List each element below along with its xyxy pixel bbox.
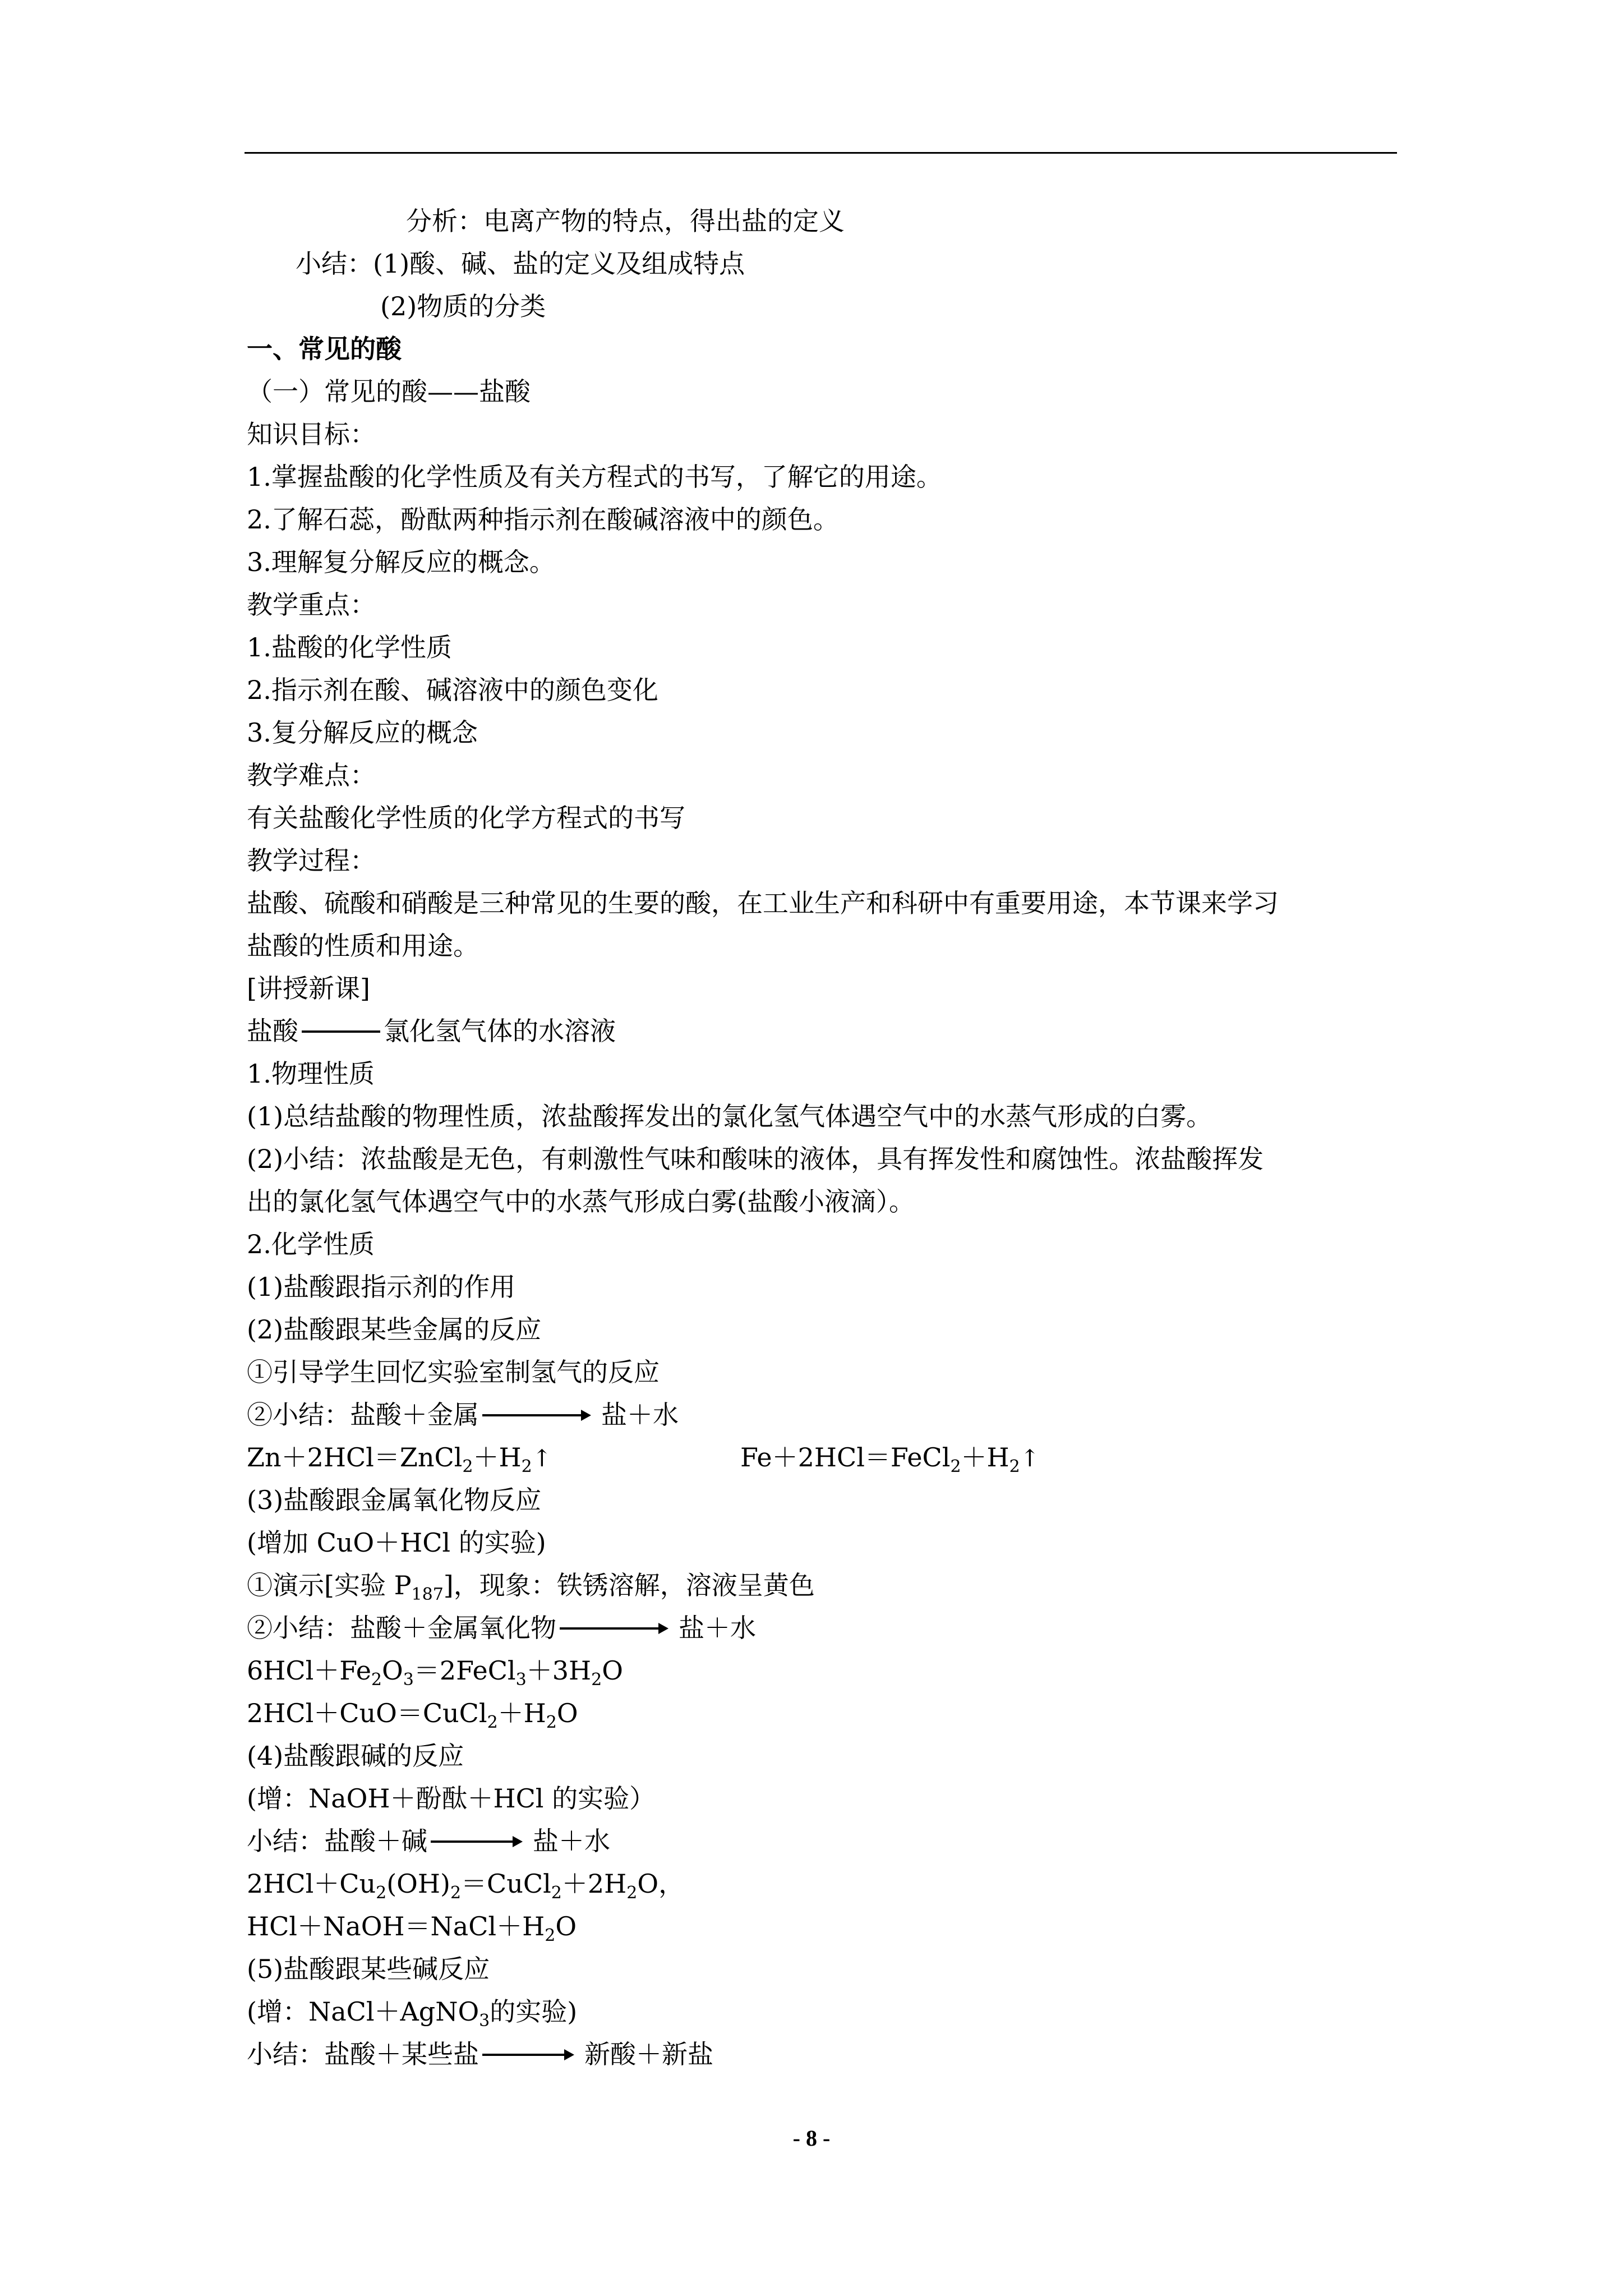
text-line: 3.复分解反应的概念 xyxy=(247,717,478,748)
arrow-icon xyxy=(482,2054,566,2056)
text-line: (2)小结：浓盐酸是无色，有刺激性气味和酸味的液体，具有挥发性和腐蚀性。浓盐酸挥发 xyxy=(247,1144,1264,1174)
text-line: 有关盐酸化学性质的化学方程式的书写 xyxy=(247,803,685,833)
dash-line xyxy=(302,1030,380,1033)
summary-base: 小结：盐酸＋碱 盐＋水 xyxy=(247,1826,610,1856)
summary-salt: 小结：盐酸＋某些盐 新酸＋新盐 xyxy=(247,2039,713,2069)
definition-line xyxy=(247,1014,616,1048)
text-line: [讲授新课] xyxy=(247,973,370,1004)
page-number: - 8 - xyxy=(792,2125,831,2151)
text-line: (2)盐酸跟某些金属的反应 xyxy=(247,1314,542,1345)
text-line: ①引导学生回忆实验室制氢气的反应 xyxy=(247,1357,660,1387)
equation-line xyxy=(247,1441,1040,1476)
equation-cuo: $2HCl+CuO=CuCl_2+H_2O$ xyxy=(247,1698,578,1732)
equation-fe: $Fe+2HCl=FeCl_2+H_2↑$ xyxy=(740,1442,1040,1476)
text-line: (3)盐酸跟金属氧化物反应 xyxy=(247,1485,542,1515)
equation-zn: $Zn+2HCl=ZnCl_2+H_2↑$ xyxy=(247,1442,552,1476)
text-line: 教学过程： xyxy=(247,845,376,876)
text-line: 教学重点： xyxy=(247,590,376,620)
text-line: (4)盐酸跟碱的反应 xyxy=(247,1741,464,1771)
summary-metal: ②小结：盐酸＋金属 盐＋水 xyxy=(247,1400,679,1430)
text-line: 2.了解石蕊，酚酞两种指示剂在酸碱溶液中的颜色。 xyxy=(247,504,839,535)
section-heading: 一、常见的酸 xyxy=(247,334,402,364)
salt-experiment-line: (增：NaCl＋AgNO$_3$的实验) xyxy=(247,1996,578,2031)
arrow-icon xyxy=(560,1627,661,1630)
text-line: 1.物理性质 xyxy=(247,1059,375,1089)
demo-line: ①演示[实验 $P_{187}$]，现象：铁锈溶解，溶液呈黄色 xyxy=(247,1570,815,1604)
text-line: 分析：电离产物的特点，得出盐的定义 xyxy=(406,206,845,236)
text-line: 教学难点： xyxy=(247,760,376,790)
text-line: 3.理解复分解反应的概念。 xyxy=(247,547,555,577)
subsection-heading: （一）常见的酸——盐酸 xyxy=(247,376,531,407)
definition-text: 氯化氢气体的水溶液 xyxy=(384,1016,616,1046)
text-line: 出的氯化氢气体遇空气中的水蒸气形成白雾(盐酸小液滴）。 xyxy=(247,1186,915,1217)
text-line: 1.掌握盐酸的化学性质及有关方程式的书写，了解它的用途。 xyxy=(247,462,942,492)
summary-oxide: ②小结：盐酸＋金属氧化物 盐＋水 xyxy=(247,1613,756,1643)
header-rule xyxy=(245,152,1397,154)
text-line: (1)总结盐酸的物理性质，浓盐酸挥发出的氯化氢气体遇空气中的水蒸气形成的白雾。 xyxy=(247,1101,1212,1131)
text-line: 知识目标： xyxy=(247,419,376,449)
text-line: (1)盐酸跟指示剂的作用 xyxy=(247,1272,516,1302)
text-line: 盐酸、硫酸和硝酸是三种常见的生要的酸，在工业生产和科研中有重要用途，本节课来学习 xyxy=(247,888,1279,918)
text-line: (增加 CuO＋HCl 的实验) xyxy=(247,1527,546,1558)
equation-naoh: $HCl+NaOH=NaCl+H_2O$ xyxy=(247,1911,577,1945)
text-line: (增：NaOH＋酚酞＋HCl 的实验） xyxy=(247,1783,656,1814)
text-line: (2)物质的分类 xyxy=(380,291,546,321)
text-line: 2.指示剂在酸、碱溶液中的颜色变化 xyxy=(247,675,658,705)
text-line: 2.化学性质 xyxy=(247,1229,375,1259)
text-line: (5)盐酸跟某些碱反应 xyxy=(247,1954,490,1984)
text-line: 1.盐酸的化学性质 xyxy=(247,632,452,662)
definition-term: 盐酸 xyxy=(247,1016,298,1046)
arrow-icon xyxy=(431,1841,515,1843)
gas-up-arrow-icon: ↑ xyxy=(532,1444,552,1472)
text-line: 盐酸的性质和用途。 xyxy=(247,931,479,961)
gas-up-arrow-icon: ↑ xyxy=(1020,1444,1040,1472)
text-line: 小结：(1)酸、碱、盐的定义及组成特点 xyxy=(296,249,745,279)
equation-cu-oh: $2HCl+Cu_2(OH)_2=CuCl_2+2H_2O$， xyxy=(247,1869,685,1903)
equation-fe2o3: $6HCl+Fe_2O_3=2FeCl_3+3H_2O$ xyxy=(247,1655,623,1690)
arrow-icon xyxy=(482,1414,583,1416)
